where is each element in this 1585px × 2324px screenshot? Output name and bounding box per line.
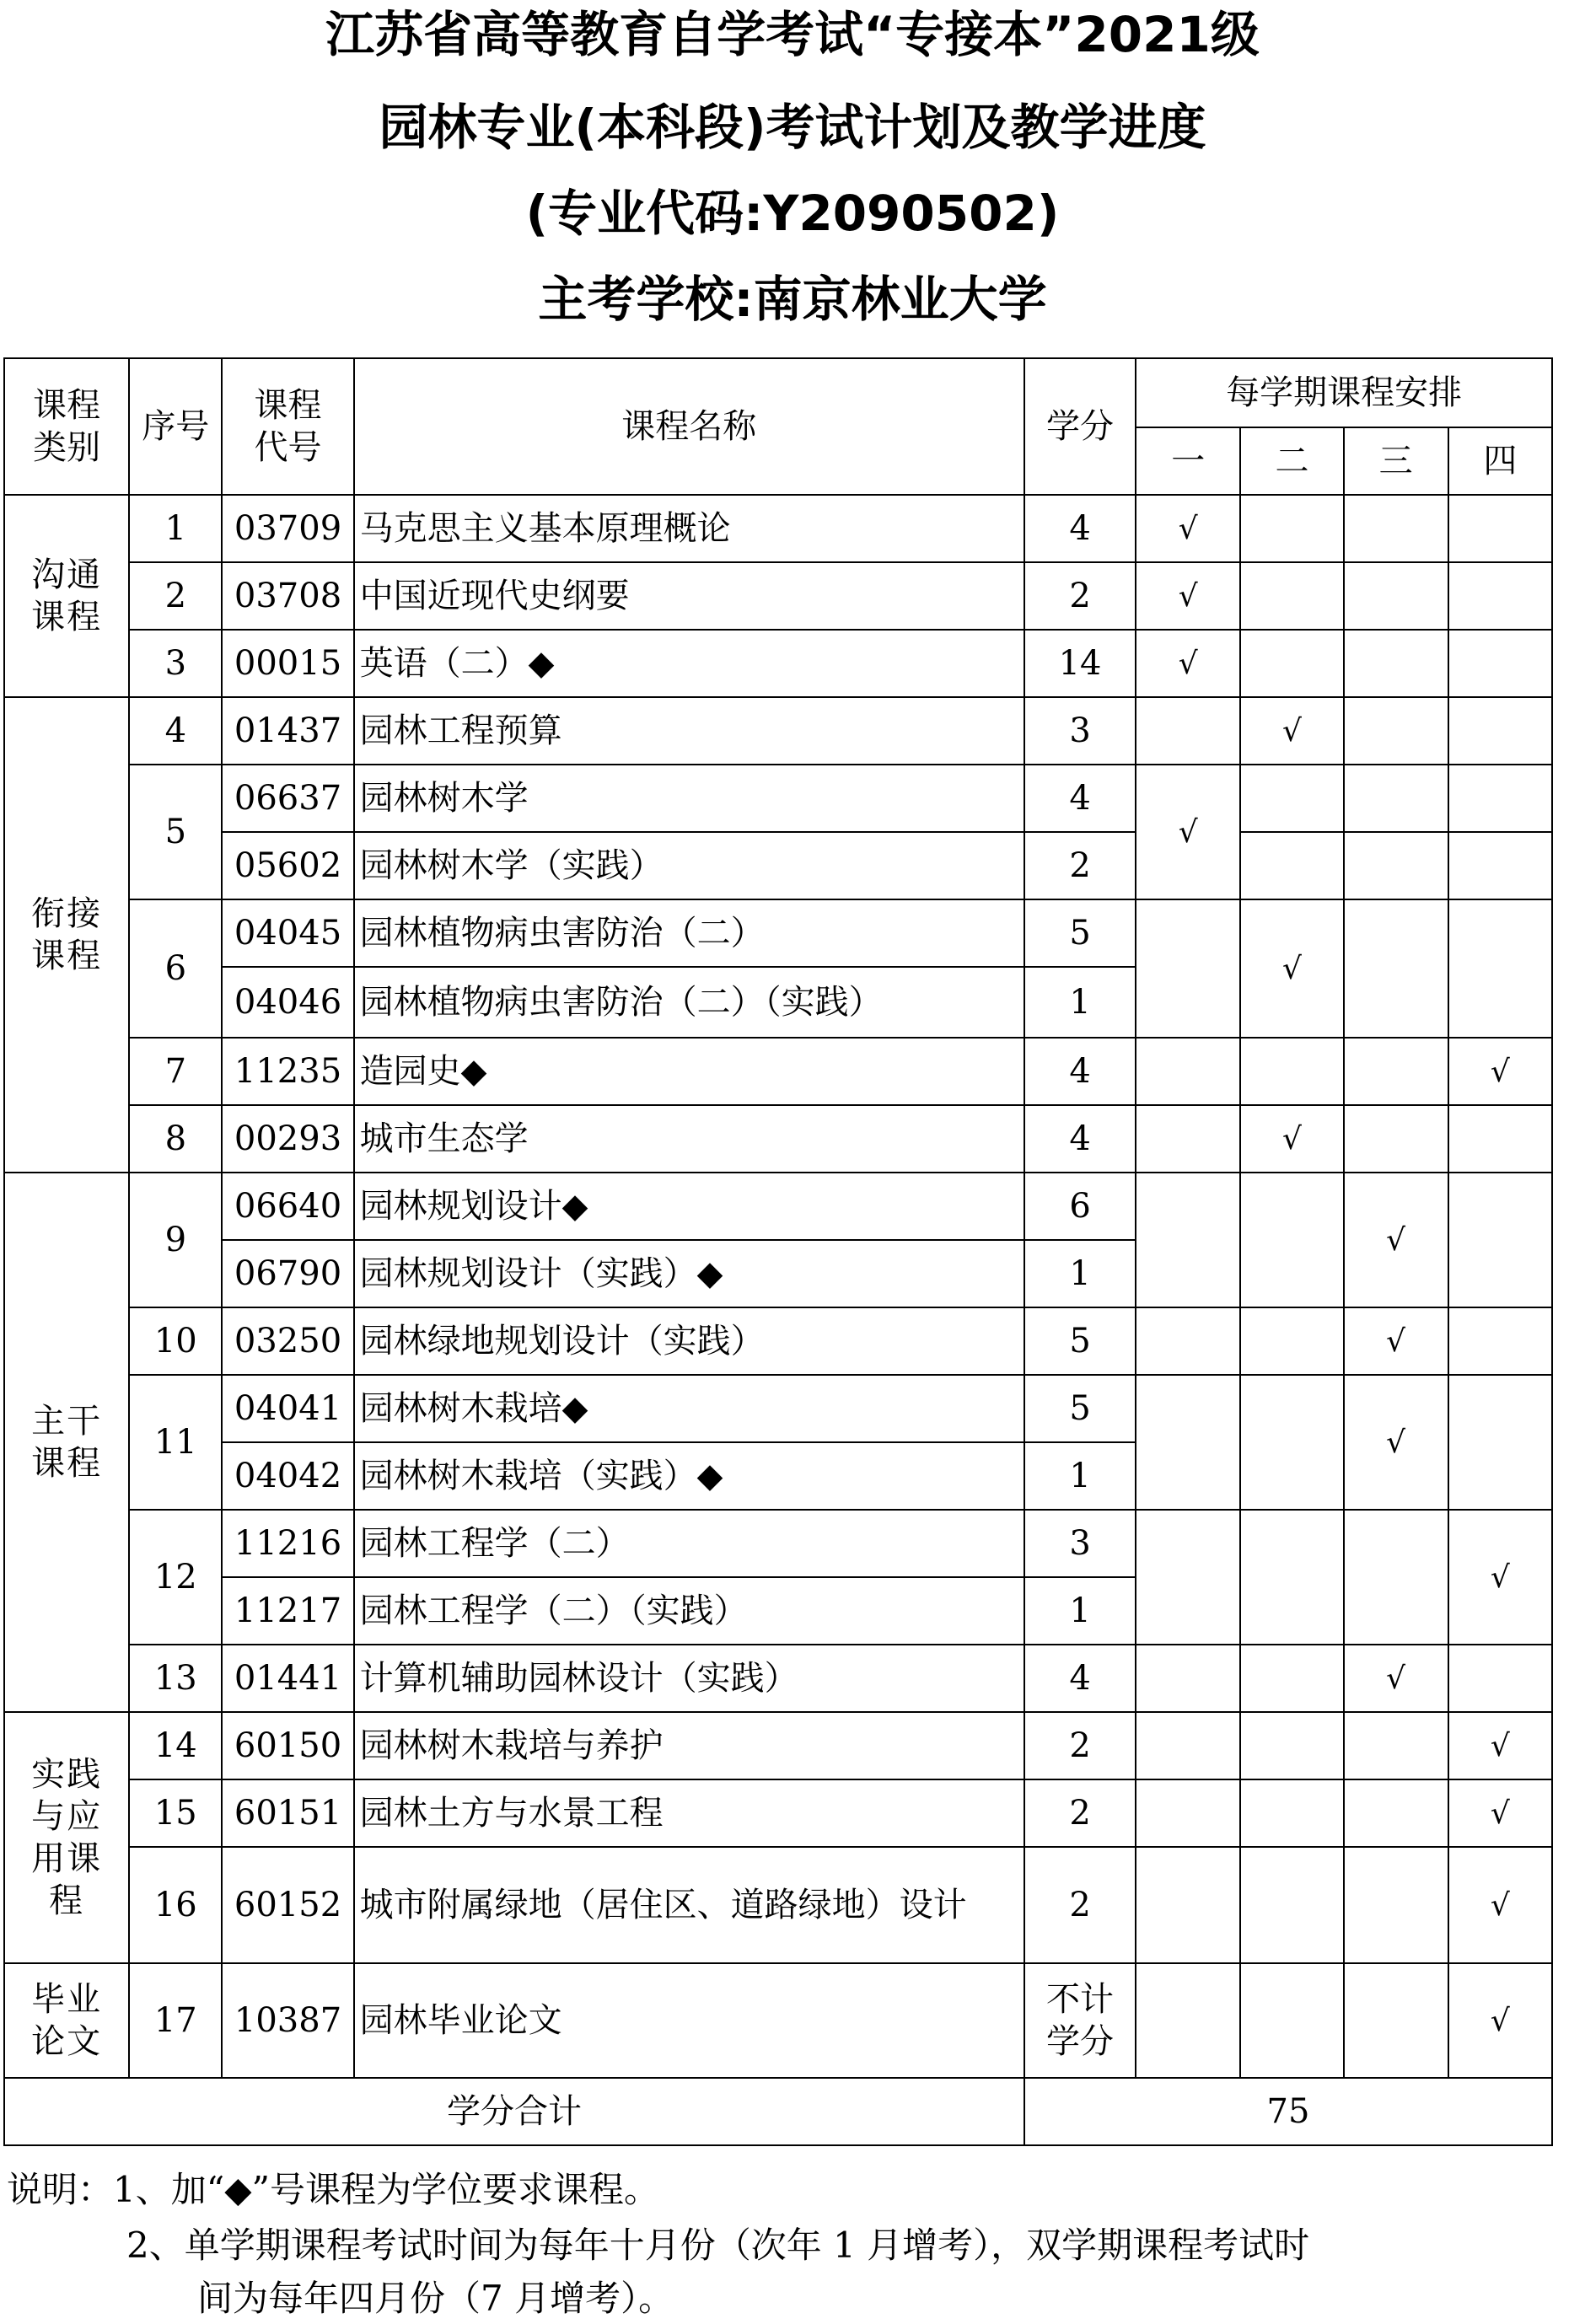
check-mark: √ xyxy=(1240,697,1343,765)
header-semester-2: 二 xyxy=(1240,427,1343,495)
seq-cell: 12 xyxy=(129,1510,222,1645)
code-cell: 11235 xyxy=(222,1038,353,1105)
semester-cell xyxy=(1448,1307,1552,1375)
table-row xyxy=(4,1510,1552,1577)
code-cell: 01437 xyxy=(222,697,353,765)
course-name-cell: 造园史◆ xyxy=(354,1038,1024,1105)
check-mark: √ xyxy=(1136,562,1240,630)
check-mark: √ xyxy=(1448,1510,1552,1645)
code-cell: 06637 xyxy=(222,765,353,832)
major-code: (专业代码:Y2090502) xyxy=(525,185,1060,242)
credit-cell: 1 xyxy=(1024,967,1136,1038)
seq-cell: 16 xyxy=(129,1847,222,1963)
semester-cell xyxy=(1136,1779,1240,1847)
check-mark: √ xyxy=(1344,1173,1448,1307)
course-name-cell: 计算机辅助园林设计（实践） xyxy=(354,1645,1024,1712)
table-row xyxy=(4,1712,1552,1779)
table-row xyxy=(4,765,1552,832)
header-course-name: 课程名称 xyxy=(354,358,1024,495)
semester-cell xyxy=(1136,1038,1240,1105)
semester-cell xyxy=(1448,1105,1552,1173)
code-cell: 01441 xyxy=(222,1645,353,1712)
table-row xyxy=(4,1645,1552,1712)
category-core: 主干课程 xyxy=(4,1173,129,1712)
semester-cell xyxy=(1344,765,1448,832)
credit-cell: 2 xyxy=(1024,1779,1136,1847)
table-row xyxy=(4,495,1552,562)
semester-cell xyxy=(1136,1712,1240,1779)
semester-cell xyxy=(1344,495,1448,562)
semester-cell xyxy=(1240,1645,1343,1712)
course-name-cell: 园林植物病虫害防治（二） xyxy=(354,899,1024,967)
credit-cell: 2 xyxy=(1024,1712,1136,1779)
check-mark: √ xyxy=(1448,1038,1552,1105)
credit-cell: 2 xyxy=(1024,832,1136,899)
check-mark: √ xyxy=(1448,1779,1552,1847)
semester-cell xyxy=(1136,1105,1240,1173)
credit-cell: 5 xyxy=(1024,899,1136,967)
semester-cell xyxy=(1344,1963,1448,2078)
code-cell: 03250 xyxy=(222,1307,353,1375)
category-thesis: 毕业论文 xyxy=(4,1963,129,2078)
semester-cell xyxy=(1240,495,1343,562)
semester-cell xyxy=(1240,832,1343,899)
check-mark: √ xyxy=(1448,1847,1552,1963)
credit-cell: 不计学分 xyxy=(1024,1963,1136,2078)
code-cell: 04042 xyxy=(222,1442,353,1510)
credit-cell: 4 xyxy=(1024,1105,1136,1173)
course-name-cell: 园林树木栽培与养护 xyxy=(354,1712,1024,1779)
check-mark: √ xyxy=(1448,1963,1552,2078)
code-cell: 60152 xyxy=(222,1847,353,1963)
semester-cell xyxy=(1344,832,1448,899)
total-row xyxy=(4,2078,1552,2145)
semester-cell xyxy=(1136,697,1240,765)
table-row xyxy=(4,562,1552,630)
semester-cell xyxy=(1344,1847,1448,1963)
semester-cell xyxy=(1240,765,1343,832)
semester-cell xyxy=(1136,1375,1240,1510)
credit-cell: 2 xyxy=(1024,562,1136,630)
check-mark: √ xyxy=(1240,899,1343,1038)
semester-cell xyxy=(1240,1712,1343,1779)
seq-cell: 17 xyxy=(129,1963,222,2078)
header-category: 课程类别 xyxy=(4,358,129,495)
credit-cell: 4 xyxy=(1024,1038,1136,1105)
check-mark: √ xyxy=(1344,1375,1448,1510)
code-cell: 06640 xyxy=(222,1173,353,1240)
seq-cell: 2 xyxy=(129,562,222,630)
course-name-cell: 园林植物病虫害防治（二）（实践） xyxy=(354,967,1024,1038)
code-cell: 60151 xyxy=(222,1779,353,1847)
course-name-cell: 园林工程学（二）（实践） xyxy=(354,1577,1024,1645)
semester-cell xyxy=(1344,1510,1448,1645)
credit-cell: 3 xyxy=(1024,697,1136,765)
semester-cell xyxy=(1136,899,1240,1038)
seq-cell: 15 xyxy=(129,1779,222,1847)
total-value: 75 xyxy=(1024,2078,1552,2145)
table-row xyxy=(4,1963,1552,2078)
seq-cell: 8 xyxy=(129,1105,222,1173)
header-semester-3: 三 xyxy=(1344,427,1448,495)
code-cell: 11217 xyxy=(222,1577,353,1645)
semester-cell xyxy=(1240,1963,1343,2078)
seq-cell: 1 xyxy=(129,495,222,562)
check-mark: √ xyxy=(1344,1307,1448,1375)
table-row xyxy=(4,697,1552,765)
seq-cell: 13 xyxy=(129,1645,222,1712)
semester-cell xyxy=(1448,1173,1552,1307)
semester-cell xyxy=(1448,832,1552,899)
course-name-cell: 园林规划设计◆ xyxy=(354,1173,1024,1240)
note-line-3: 间为每年四月份（7 月增考）。 xyxy=(197,2278,674,2319)
seq-cell: 11 xyxy=(129,1375,222,1510)
host-school: 主考学校:南京林业大学 xyxy=(538,271,1047,328)
check-mark: √ xyxy=(1136,765,1240,899)
course-name-cell: 园林绿地规划设计（实践） xyxy=(354,1307,1024,1375)
category-bridging: 衔接课程 xyxy=(4,697,129,1173)
semester-cell xyxy=(1344,697,1448,765)
semester-cell xyxy=(1448,630,1552,697)
table-row xyxy=(4,1173,1552,1240)
credit-cell: 2 xyxy=(1024,1847,1136,1963)
semester-cell xyxy=(1240,1847,1343,1963)
semester-cell xyxy=(1344,562,1448,630)
credit-cell: 1 xyxy=(1024,1577,1136,1645)
check-mark: √ xyxy=(1136,630,1240,697)
semester-cell xyxy=(1344,899,1448,1038)
semester-cell xyxy=(1136,1510,1240,1645)
note-line-1: 说明：1、加“◆”号课程为学位要求课程。 xyxy=(7,2169,659,2210)
table-row xyxy=(4,1307,1552,1375)
course-name-cell: 园林树木栽培（实践）◆ xyxy=(354,1442,1024,1510)
code-cell: 03708 xyxy=(222,562,353,630)
document-title-line1: 江苏省高等教育自学考试“专接本”2021级 xyxy=(325,6,1260,63)
credit-cell: 6 xyxy=(1024,1173,1136,1240)
total-label: 学分合计 xyxy=(4,2078,1024,2145)
semester-cell xyxy=(1136,1307,1240,1375)
seq-cell: 3 xyxy=(129,630,222,697)
semester-cell xyxy=(1448,765,1552,832)
course-name-cell: 城市附属绿地（居住区、道路绿地）设计 xyxy=(354,1847,1024,1963)
course-name-cell: 园林树木学（实践） xyxy=(354,832,1024,899)
credit-cell: 4 xyxy=(1024,1645,1136,1712)
semester-cell xyxy=(1344,630,1448,697)
semester-cell xyxy=(1448,495,1552,562)
code-cell: 10387 xyxy=(222,1963,353,2078)
semester-cell xyxy=(1136,1847,1240,1963)
course-name-cell: 园林树木栽培◆ xyxy=(354,1375,1024,1442)
course-name-cell: 园林土方与水景工程 xyxy=(354,1779,1024,1847)
credit-cell: 1 xyxy=(1024,1240,1136,1307)
credit-cell: 3 xyxy=(1024,1510,1136,1577)
header-semester-4: 四 xyxy=(1448,427,1552,495)
header-seq: 序号 xyxy=(129,358,222,495)
header-schedule: 每学期课程安排 xyxy=(1136,358,1552,427)
semester-cell xyxy=(1240,1779,1343,1847)
course-name-cell: 园林规划设计（实践）◆ xyxy=(354,1240,1024,1307)
course-name-cell: 园林工程学（二） xyxy=(354,1510,1024,1577)
semester-cell xyxy=(1240,1375,1343,1510)
credit-cell: 1 xyxy=(1024,1442,1136,1510)
code-cell: 06790 xyxy=(222,1240,353,1307)
course-name-cell: 中国近现代史纲要 xyxy=(354,562,1024,630)
semester-cell xyxy=(1240,562,1343,630)
table-header-row xyxy=(4,358,1552,427)
table-row xyxy=(4,899,1552,967)
course-name-cell: 园林树木学 xyxy=(354,765,1024,832)
header-code: 课程代号 xyxy=(222,358,353,495)
table-row xyxy=(4,1847,1552,1963)
semester-cell xyxy=(1344,1038,1448,1105)
code-cell: 04041 xyxy=(222,1375,353,1442)
code-cell: 04046 xyxy=(222,967,353,1038)
header-semester-1: 一 xyxy=(1136,427,1240,495)
semester-cell xyxy=(1240,1510,1343,1645)
table-row xyxy=(4,1038,1552,1105)
course-name-cell: 英语（二）◆ xyxy=(354,630,1024,697)
semester-cell xyxy=(1240,630,1343,697)
course-name-cell: 园林工程预算 xyxy=(354,697,1024,765)
table-row xyxy=(4,1779,1552,1847)
check-mark: √ xyxy=(1136,495,1240,562)
semester-cell xyxy=(1136,1173,1240,1307)
seq-cell: 10 xyxy=(129,1307,222,1375)
note-line-2: 2、单学期课程考试时间为每年十月份（次年 1 月增考），双学期课程考试时 xyxy=(126,2225,1310,2266)
check-mark: √ xyxy=(1448,1712,1552,1779)
credit-cell: 4 xyxy=(1024,765,1136,832)
semester-cell xyxy=(1240,1173,1343,1307)
seq-cell: 5 xyxy=(129,765,222,899)
code-cell: 03709 xyxy=(222,495,353,562)
semester-cell xyxy=(1448,697,1552,765)
document-title-line2: 园林专业(本科段)考试计划及教学进度 xyxy=(379,99,1206,156)
course-name-cell: 马克思主义基本原理概论 xyxy=(354,495,1024,562)
code-cell: 11216 xyxy=(222,1510,353,1577)
category-practice: 实践与应用课程 xyxy=(4,1712,129,1963)
course-name-cell: 城市生态学 xyxy=(354,1105,1024,1173)
table-row xyxy=(4,832,1552,899)
code-cell: 00293 xyxy=(222,1105,353,1173)
course-name-cell: 园林毕业论文 xyxy=(354,1963,1024,2078)
check-mark: √ xyxy=(1344,1645,1448,1712)
code-cell: 05602 xyxy=(222,832,353,899)
semester-cell xyxy=(1240,1307,1343,1375)
semester-cell xyxy=(1448,1375,1552,1510)
header-credit: 学分 xyxy=(1024,358,1136,495)
exam-plan-table xyxy=(3,357,1553,2146)
seq-cell: 7 xyxy=(129,1038,222,1105)
semester-cell xyxy=(1136,1963,1240,2078)
semester-cell xyxy=(1448,899,1552,1038)
table-row xyxy=(4,1105,1552,1173)
table-row xyxy=(4,630,1552,697)
seq-cell: 9 xyxy=(129,1173,222,1307)
seq-cell: 14 xyxy=(129,1712,222,1779)
code-cell: 04045 xyxy=(222,899,353,967)
code-cell: 00015 xyxy=(222,630,353,697)
table-row xyxy=(4,1375,1552,1442)
semester-cell xyxy=(1240,1038,1343,1105)
semester-cell xyxy=(1448,1645,1552,1712)
semester-cell xyxy=(1344,1712,1448,1779)
seq-cell: 6 xyxy=(129,899,222,1038)
category-communication: 沟通课程 xyxy=(4,495,129,697)
credit-cell: 14 xyxy=(1024,630,1136,697)
code-cell: 60150 xyxy=(222,1712,353,1779)
credit-cell: 4 xyxy=(1024,495,1136,562)
semester-cell xyxy=(1344,1779,1448,1847)
seq-cell: 4 xyxy=(129,697,222,765)
semester-cell xyxy=(1448,562,1552,630)
semester-cell xyxy=(1136,1645,1240,1712)
semester-cell xyxy=(1344,1105,1448,1173)
credit-cell: 5 xyxy=(1024,1307,1136,1375)
credit-cell: 5 xyxy=(1024,1375,1136,1442)
check-mark: √ xyxy=(1240,1105,1343,1173)
